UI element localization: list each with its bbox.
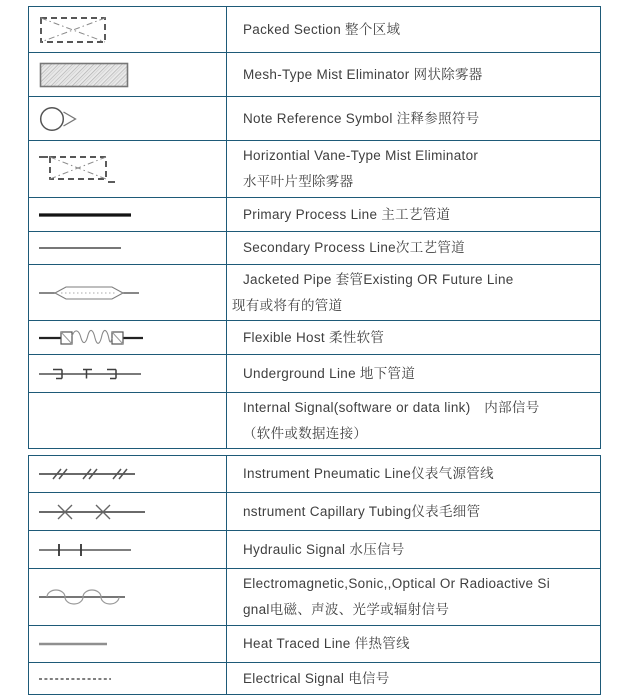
electromagnetic-sonic-optical-radioactive-signal-symbol — [39, 587, 125, 607]
note-reference-symbol — [39, 104, 79, 134]
symbol-description-line: Underground Line 地下管道 — [243, 365, 416, 381]
symbol-description-line: Heat Traced Line 伴热管线 — [243, 636, 410, 651]
symbol-description-line: Horizontial Vane-Type Mist Eliminator — [243, 148, 479, 163]
symbol-cell — [29, 97, 227, 140]
label-cell — [227, 663, 600, 694]
label-cell — [227, 265, 600, 320]
horizontal-vane-type-mist-eliminator-symbol — [39, 151, 119, 187]
symbol-cell — [29, 7, 227, 52]
table-row — [29, 393, 600, 448]
symbol-cell — [29, 265, 227, 320]
symbol-cell — [29, 393, 227, 448]
table-row — [29, 53, 600, 97]
label-cell — [227, 7, 600, 52]
symbol-description-line: Secondary Process Line次工艺管道 — [243, 240, 465, 255]
table-row — [29, 355, 600, 393]
label-cell — [227, 53, 600, 96]
symbol-description-line: Flexible Host 柔性软管 — [243, 329, 385, 345]
label-cell — [227, 232, 600, 264]
symbol-description-line: Internal Signal(software or data link) 内部信号 — [243, 399, 540, 415]
label-cell — [227, 393, 600, 448]
flexible-host-symbol — [39, 326, 143, 350]
label-cell — [227, 456, 600, 492]
table-row — [29, 531, 600, 569]
table-row — [29, 232, 600, 265]
label-cell — [227, 97, 600, 140]
table-row — [29, 198, 600, 232]
heat-traced-line-symbol — [39, 640, 107, 648]
symbol-cell — [29, 493, 227, 530]
instrument-pneumatic-line-symbol — [39, 466, 135, 482]
symbol-description-line: （软件或数据连接） — [243, 425, 368, 441]
symbol-description-line: Jacketed Pipe 套管Existing OR Future Line — [243, 271, 514, 287]
label-cell — [227, 569, 600, 625]
symbol-description-line: Hydraulic Signal 水压信号 — [243, 541, 405, 557]
symbol-description-line: Mesh-Type Mist Eliminator 网状除雾器 — [243, 66, 483, 82]
symbol-description-line: nstrument Capillary Tubing仪表毛细管 — [243, 503, 481, 519]
equipment-and-piping-legend-table — [28, 6, 601, 449]
symbol-description-line: Note Reference Symbol 注释参照符号 — [243, 110, 480, 126]
table-row — [29, 141, 600, 198]
mesh-type-mist-eliminator-symbol — [39, 62, 129, 88]
table-row — [29, 321, 600, 355]
underground-line-symbol — [39, 366, 141, 382]
label-cell — [227, 493, 600, 530]
symbol-description-line: Packed Section 整个区域 — [243, 21, 401, 37]
symbol-cell — [29, 355, 227, 392]
table-row — [29, 569, 600, 626]
label-cell — [227, 321, 600, 354]
table-row — [29, 626, 600, 663]
label-cell — [227, 355, 600, 392]
jacketed-pipe-symbol — [39, 283, 139, 303]
symbol-cell — [29, 569, 227, 625]
label-cell — [227, 198, 600, 231]
secondary-process-line-symbol — [39, 245, 121, 251]
packed-section-symbol — [39, 16, 107, 44]
symbol-description-line: Primary Process Line 主工艺管道 — [243, 206, 451, 222]
table-row — [29, 97, 600, 141]
symbol-cell — [29, 626, 227, 662]
symbol-cell — [29, 141, 227, 197]
symbol-cell — [29, 232, 227, 264]
signal-line-legend-table — [28, 455, 601, 695]
symbol-cell — [29, 53, 227, 96]
table-row — [29, 493, 600, 531]
symbol-description-line: 水平叶片型除雾器 — [243, 174, 354, 189]
symbol-description-line: 现有或将有的管道 — [232, 297, 343, 313]
symbol-cell — [29, 531, 227, 568]
symbol-description-line: Electromagnetic,Sonic,,Optical Or Radioactive Si — [243, 576, 551, 591]
symbol-cell — [29, 663, 227, 694]
symbol-cell — [29, 321, 227, 354]
table-row — [29, 663, 600, 694]
symbol-description-line: Instrument Pneumatic Line仪表气源管线 — [243, 466, 494, 481]
instrument-capillary-tubing-symbol — [39, 503, 145, 521]
symbol-description-line: Electrical Signal 电信号 — [243, 670, 390, 686]
symbol-cell — [29, 198, 227, 231]
table-row — [29, 265, 600, 321]
electrical-signal-symbol — [39, 675, 111, 683]
label-cell — [227, 141, 600, 197]
label-cell — [227, 626, 600, 662]
table-row — [29, 7, 600, 53]
label-cell — [227, 531, 600, 568]
table-row — [29, 456, 600, 493]
hydraulic-signal-symbol — [39, 542, 131, 558]
symbol-description-line: gnal电磁、声波、光学或辐射信号 — [243, 602, 450, 617]
primary-process-line-symbol — [39, 211, 131, 219]
symbol-cell — [29, 456, 227, 492]
